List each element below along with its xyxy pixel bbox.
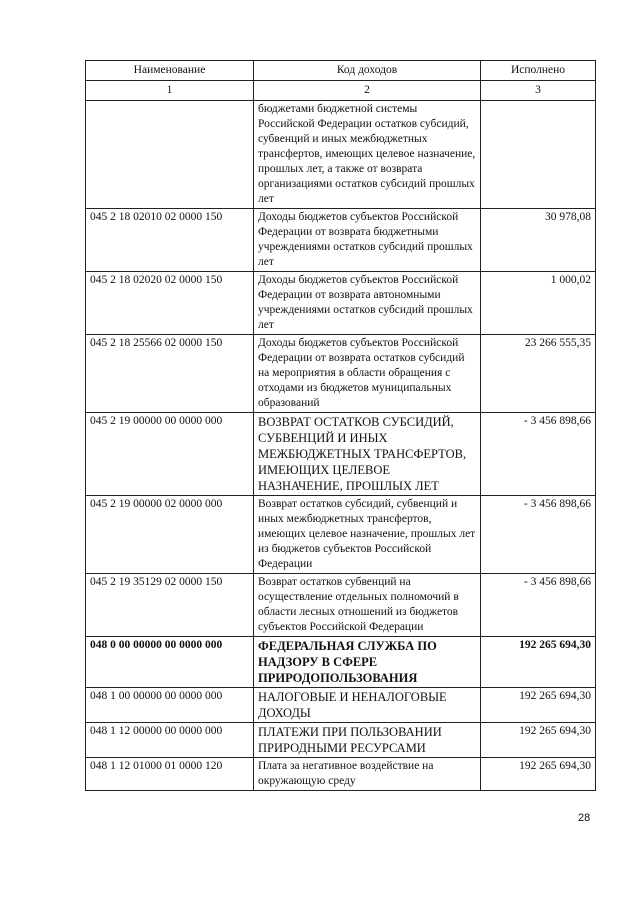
row-name: ФЕДЕРАЛЬНАЯ СЛУЖБА ПО НАДЗОРУ В СФЕРЕ ПРИРОДОПОЛЬЗОВАНИЯ (254, 637, 481, 688)
row-code: 048 0 00 00000 00 0000 000 (86, 637, 254, 688)
table-index-row (86, 81, 596, 101)
revenue-table (85, 60, 596, 791)
row-name: Плата за негативное воздействие на окружающую среду (254, 758, 481, 791)
row-amount: - 3 456 898,66 (481, 496, 596, 574)
row-code: 045 2 19 00000 00 0000 000 (86, 413, 254, 496)
table-row (86, 574, 596, 637)
row-code: 045 2 18 25566 02 0000 150 (86, 335, 254, 413)
row-name: бюджетами бюджетной системы Российской Федерации остатков субсидий, субвенций и иных межбюджетных трансфертов, имеющих целевое назначение, прошлых лет, а также от возврата организациями остатков субсидий прошлых лет (254, 101, 481, 209)
index-col-3: 3 (481, 81, 596, 101)
row-amount: 192 265 694,30 (481, 758, 596, 791)
row-code: 048 1 00 00000 00 0000 000 (86, 688, 254, 723)
row-name: Возврат остатков субвенций на осуществление отдельных полномочий в области лесных отношений из бюджетов субъектов Российской Федерации (254, 574, 481, 637)
row-amount: 192 265 694,30 (481, 637, 596, 688)
row-amount: 192 265 694,30 (481, 723, 596, 758)
table-row (86, 209, 596, 272)
row-code: 048 1 12 00000 00 0000 000 (86, 723, 254, 758)
header-name: Наименование (86, 61, 254, 81)
page-number: 28 (578, 812, 591, 824)
row-amount: 192 265 694,30 (481, 688, 596, 723)
table-row (86, 496, 596, 574)
row-name: ПЛАТЕЖИ ПРИ ПОЛЬЗОВАНИИ ПРИРОДНЫМИ РЕСУРСАМИ (254, 723, 481, 758)
table-row (86, 688, 596, 723)
index-col-1: 1 (86, 81, 254, 101)
row-name: Доходы бюджетов субъектов Российской Федерации от возврата автономными учреждениями остатков субсидий прошлых лет (254, 272, 481, 335)
header-code: Код доходов (254, 61, 481, 81)
document-page (85, 60, 595, 791)
row-name: Доходы бюджетов субъектов Российской Федерации от возврата остатков субсидий на мероприятия в области обращения с отходами из бюджетов муниципальных образований (254, 335, 481, 413)
table-row (86, 413, 596, 496)
row-code: 048 1 12 01000 01 0000 120 (86, 758, 254, 791)
table-row-bold (86, 637, 596, 688)
table-row (86, 335, 596, 413)
row-amount: - 3 456 898,66 (481, 413, 596, 496)
row-code: 045 2 19 35129 02 0000 150 (86, 574, 254, 637)
row-code: 045 2 19 00000 02 0000 000 (86, 496, 254, 574)
row-name: ВОЗВРАТ ОСТАТКОВ СУБСИДИЙ, СУБВЕНЦИЙ И ИНЫХ МЕЖБЮДЖЕТНЫХ ТРАНСФЕРТОВ, ИМЕЮЩИХ ЦЕЛЕВОЕ НАЗНАЧЕНИЕ, ПРОШЛЫХ ЛЕТ (254, 413, 481, 496)
table-header-row (86, 61, 596, 81)
row-amount: 1 000,02 (481, 272, 596, 335)
row-name: НАЛОГОВЫЕ И НЕНАЛОГОВЫЕ ДОХОДЫ (254, 688, 481, 723)
row-amount: 30 978,08 (481, 209, 596, 272)
table-row (86, 723, 596, 758)
row-amount: 23 266 555,35 (481, 335, 596, 413)
row-code: 045 2 18 02020 02 0000 150 (86, 272, 254, 335)
header-executed: Исполнено (481, 61, 596, 81)
row-name: Возврат остатков субсидий, субвенций и иных межбюджетных трансфертов, имеющих целевое назначение, прошлых лет из бюджетов субъектов Российской Федерации (254, 496, 481, 574)
row-name: Доходы бюджетов субъектов Российской Федерации от возврата бюджетными учреждениями остатков субсидий прошлых лет (254, 209, 481, 272)
table-row (86, 101, 596, 209)
row-amount (481, 101, 596, 209)
row-amount: - 3 456 898,66 (481, 574, 596, 637)
table-row (86, 272, 596, 335)
row-code (86, 101, 254, 209)
table-row (86, 758, 596, 791)
index-col-2: 2 (254, 81, 481, 101)
row-code: 045 2 18 02010 02 0000 150 (86, 209, 254, 272)
